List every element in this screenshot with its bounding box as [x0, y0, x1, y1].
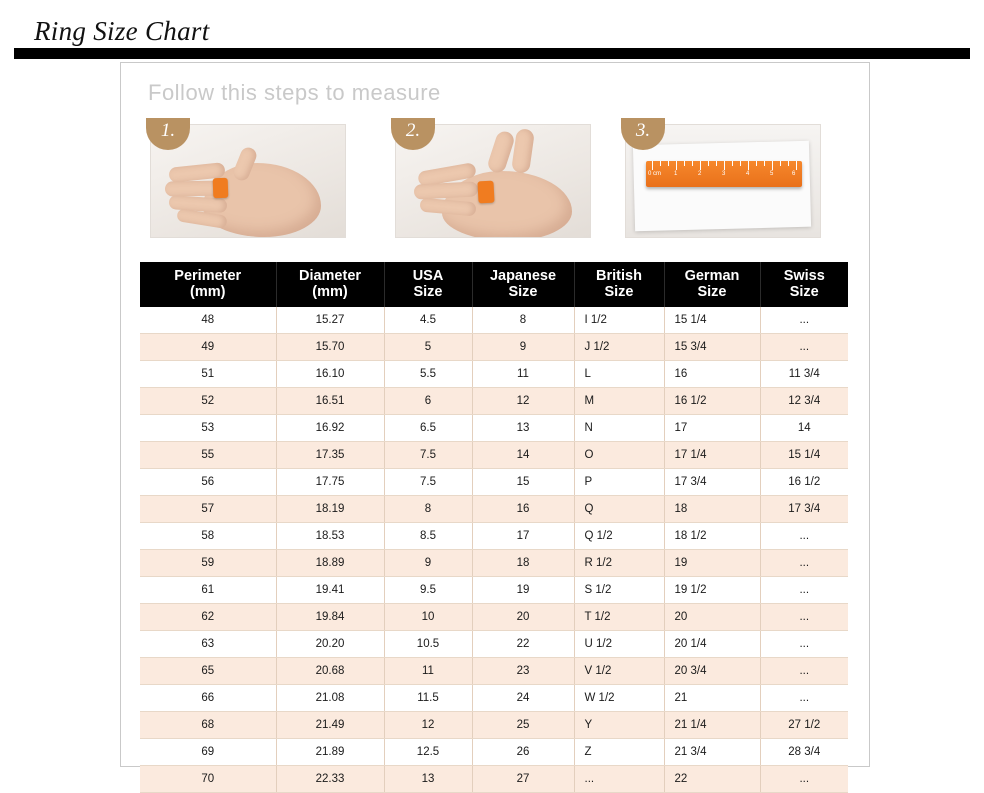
table-cell: 19.41: [276, 577, 384, 604]
table-cell: 12 3/4: [760, 388, 848, 415]
table-cell: R 1/2: [574, 550, 664, 577]
table-cell: 16 1/2: [664, 388, 760, 415]
table-row: [140, 658, 848, 685]
table-cell: 27 1/2: [760, 712, 848, 739]
table-cell: 17.75: [276, 469, 384, 496]
table-cell: 19.84: [276, 604, 384, 631]
table-cell: 18.89: [276, 550, 384, 577]
table-cell: 8: [472, 307, 574, 334]
table-cell: 15: [472, 469, 574, 496]
page-title: Ring Size Chart: [34, 16, 210, 46]
table-cell: 62: [140, 604, 276, 631]
table-cell: 16.92: [276, 415, 384, 442]
ruler-number: 2: [698, 171, 702, 177]
table-cell: 6: [384, 388, 472, 415]
ruler: [646, 161, 802, 187]
table-cell: 21.08: [276, 685, 384, 712]
ruler-number: 1: [674, 171, 678, 177]
paper-ring-sizer: [477, 181, 494, 204]
table-cell: ...: [760, 334, 848, 361]
table-cell: 20 3/4: [664, 658, 760, 685]
table-cell: 18.19: [276, 496, 384, 523]
table-cell: 23: [472, 658, 574, 685]
table-cell: 21: [664, 685, 760, 712]
ruler-number: 4: [746, 171, 750, 177]
steps-heading: Follow this steps to measure: [148, 80, 441, 105]
table-cell: 12.5: [384, 739, 472, 766]
table-cell: 21 1/4: [664, 712, 760, 739]
table-cell: 7.5: [384, 442, 472, 469]
table-cell: 18 1/2: [664, 523, 760, 550]
table-cell: 52: [140, 388, 276, 415]
table-cell: 25: [472, 712, 574, 739]
table-cell: ...: [760, 577, 848, 604]
table-row: [140, 442, 848, 469]
table-cell: 59: [140, 550, 276, 577]
table-header: [140, 262, 848, 307]
header-line-2: (mm): [312, 284, 348, 300]
table-cell: ...: [760, 523, 848, 550]
table-cell: Y: [574, 712, 664, 739]
table-cell: 26: [472, 739, 574, 766]
table-cell: 13: [384, 766, 472, 793]
table-cell: 22: [472, 631, 574, 658]
table-cell: Z: [574, 739, 664, 766]
table-cell: L: [574, 361, 664, 388]
table-cell: ...: [760, 550, 848, 577]
table-cell: 20.68: [276, 658, 384, 685]
table-cell: 22: [664, 766, 760, 793]
table-cell: 11.5: [384, 685, 472, 712]
table-cell: 20 1/4: [664, 631, 760, 658]
column-header-diameter: [276, 262, 384, 307]
table-cell: 16.10: [276, 361, 384, 388]
header-line-2: Size: [604, 284, 634, 300]
ruler-ticks: [646, 161, 802, 170]
table-cell: 18: [664, 496, 760, 523]
header-line-2: Size: [789, 284, 819, 300]
column-header-swiss: [760, 262, 848, 307]
table-cell: 68: [140, 712, 276, 739]
table-cell: 5.5: [384, 361, 472, 388]
table-row: [140, 361, 848, 388]
table-cell: 11 3/4: [760, 361, 848, 388]
table-cell: 12: [384, 712, 472, 739]
table-cell: 12: [472, 388, 574, 415]
table-row: [140, 712, 848, 739]
table-cell: Q 1/2: [574, 523, 664, 550]
header-line-2: (mm): [190, 284, 226, 300]
table-cell: 17: [472, 523, 574, 550]
table-cell: 21 3/4: [664, 739, 760, 766]
table-cell: 14: [472, 442, 574, 469]
table-cell: 17 1/4: [664, 442, 760, 469]
table-cell: 5: [384, 334, 472, 361]
table-cell: 17.35: [276, 442, 384, 469]
table-cell: 11: [472, 361, 574, 388]
table-row: [140, 496, 848, 523]
table-cell: 66: [140, 685, 276, 712]
table-cell: 51: [140, 361, 276, 388]
table-cell: 8: [384, 496, 472, 523]
table-row: [140, 469, 848, 496]
table-row: [140, 388, 848, 415]
table-cell: V 1/2: [574, 658, 664, 685]
table-cell: 15 1/4: [664, 307, 760, 334]
step-2-badge: 2.: [391, 118, 435, 150]
title-divider: [14, 48, 970, 59]
table-cell: 65: [140, 658, 276, 685]
table-cell: 16: [664, 361, 760, 388]
table-cell: S 1/2: [574, 577, 664, 604]
table-cell: 9: [384, 550, 472, 577]
table-cell: 20.20: [276, 631, 384, 658]
table-cell: 19: [664, 550, 760, 577]
table-cell: O: [574, 442, 664, 469]
header-line-1: Diameter: [298, 268, 362, 284]
table-cell: 15.27: [276, 307, 384, 334]
header-line-1: USA: [412, 268, 444, 284]
header-line-1: Swiss: [783, 268, 825, 284]
table-cell: 24: [472, 685, 574, 712]
table-cell: 15.70: [276, 334, 384, 361]
paper-ring-sizer: [213, 178, 229, 199]
table-cell: U 1/2: [574, 631, 664, 658]
column-header-japanese: [472, 262, 574, 307]
table-header-row: [140, 262, 848, 307]
header-line-2: Size: [697, 284, 727, 300]
ruler-number: 5: [770, 171, 774, 177]
step-1-badge: 1.: [146, 118, 190, 150]
table-cell: 61: [140, 577, 276, 604]
table-cell: W 1/2: [574, 685, 664, 712]
table-row: [140, 523, 848, 550]
table-row: [140, 415, 848, 442]
table-cell: 21.49: [276, 712, 384, 739]
table-cell: 14: [760, 415, 848, 442]
table-cell: N: [574, 415, 664, 442]
step-3-badge: 3.: [621, 118, 665, 150]
table-cell: M: [574, 388, 664, 415]
table-cell: 16 1/2: [760, 469, 848, 496]
table-cell: 53: [140, 415, 276, 442]
table-cell: 56: [140, 469, 276, 496]
table-row: [140, 631, 848, 658]
table-cell: ...: [760, 766, 848, 793]
table-row: [140, 307, 848, 334]
table-cell: ...: [760, 307, 848, 334]
table-cell: 17: [664, 415, 760, 442]
table-cell: 19: [472, 577, 574, 604]
table-cell: 21.89: [276, 739, 384, 766]
table-cell: 7.5: [384, 469, 472, 496]
table-cell: ...: [760, 604, 848, 631]
ruler-number: 0 cm: [648, 171, 662, 177]
header-line-2: Size: [508, 284, 538, 300]
ruler-number: 6: [792, 171, 796, 177]
table-cell: 6.5: [384, 415, 472, 442]
table-cell: 55: [140, 442, 276, 469]
table-cell: 20: [472, 604, 574, 631]
table-row: [140, 766, 848, 793]
table-cell: 27: [472, 766, 574, 793]
table-cell: ...: [760, 658, 848, 685]
table-cell: 19 1/2: [664, 577, 760, 604]
table-cell: ...: [760, 631, 848, 658]
table-row: [140, 334, 848, 361]
table-cell: 9: [472, 334, 574, 361]
table-cell: 48: [140, 307, 276, 334]
table-cell: 22.33: [276, 766, 384, 793]
table-body: [140, 307, 848, 793]
table-cell: 10: [384, 604, 472, 631]
ruler-numbers: [646, 171, 802, 183]
table-cell: 18.53: [276, 523, 384, 550]
column-header-british: [574, 262, 664, 307]
table-cell: I 1/2: [574, 307, 664, 334]
table-cell: ...: [574, 766, 664, 793]
table-cell: 18: [472, 550, 574, 577]
table-cell: 20: [664, 604, 760, 631]
table-cell: 9.5: [384, 577, 472, 604]
table-cell: J 1/2: [574, 334, 664, 361]
table-row: [140, 577, 848, 604]
table-cell: ...: [760, 685, 848, 712]
table-cell: 17 3/4: [760, 496, 848, 523]
column-header-usa: [384, 262, 472, 307]
table-cell: 49: [140, 334, 276, 361]
ruler-number: 3: [722, 171, 726, 177]
column-header-german: [664, 262, 760, 307]
table-cell: 63: [140, 631, 276, 658]
table-cell: 17 3/4: [664, 469, 760, 496]
column-header-perimeter: [140, 262, 276, 307]
ring-size-table: [140, 262, 848, 793]
table-row: [140, 550, 848, 577]
table-row: [140, 685, 848, 712]
table-cell: T 1/2: [574, 604, 664, 631]
table-cell: 8.5: [384, 523, 472, 550]
table-cell: 15 1/4: [760, 442, 848, 469]
header-line-1: Perimeter: [174, 268, 242, 284]
table-row: [140, 739, 848, 766]
table-cell: 58: [140, 523, 276, 550]
header-line-1: British: [596, 268, 642, 284]
header-line-2: Size: [413, 284, 443, 300]
table-cell: 16.51: [276, 388, 384, 415]
table-cell: Q: [574, 496, 664, 523]
table-cell: 16: [472, 496, 574, 523]
table-cell: 15 3/4: [664, 334, 760, 361]
table-row: [140, 604, 848, 631]
table-cell: 57: [140, 496, 276, 523]
header-line-1: German: [684, 268, 740, 284]
header-line-1: Japanese: [489, 268, 557, 284]
table-cell: 70: [140, 766, 276, 793]
size-table-wrapper: [140, 262, 848, 793]
table-cell: 69: [140, 739, 276, 766]
table-cell: 4.5: [384, 307, 472, 334]
table-cell: 28 3/4: [760, 739, 848, 766]
table-cell: 10.5: [384, 631, 472, 658]
table-cell: P: [574, 469, 664, 496]
table-cell: 13: [472, 415, 574, 442]
table-cell: 11: [384, 658, 472, 685]
